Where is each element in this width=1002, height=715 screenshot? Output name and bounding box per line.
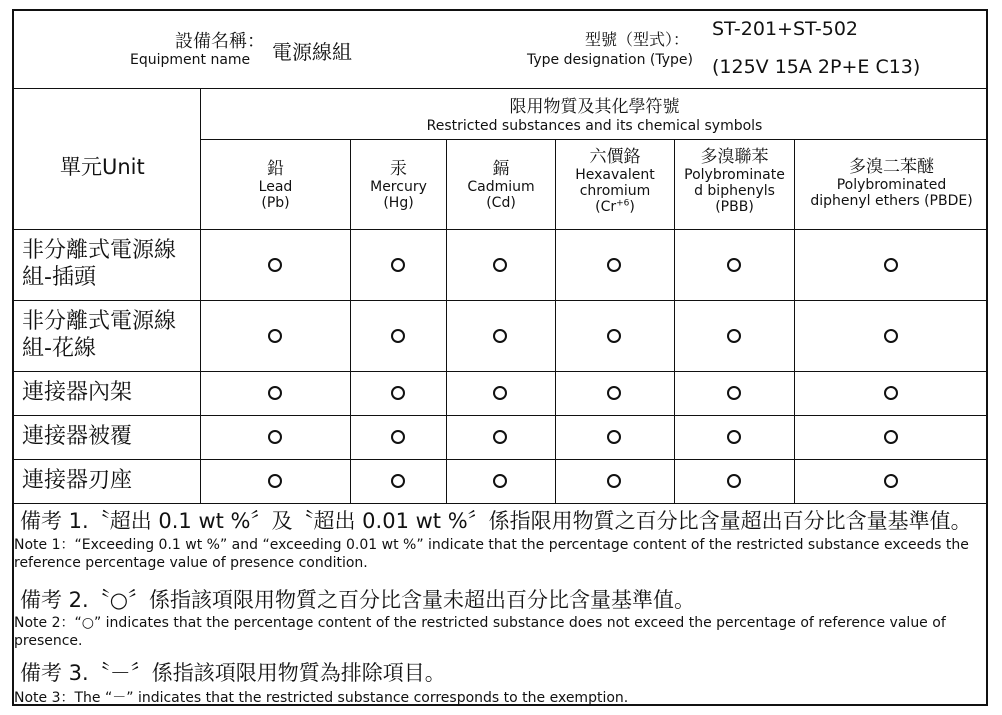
column-en: Polybrominate	[684, 167, 785, 183]
circle-mark	[727, 474, 741, 488]
column-en: Mercury	[370, 179, 427, 195]
type-label-en: Type designation (Type)	[527, 52, 693, 68]
circle-mark	[493, 386, 507, 400]
equipment-value: 電源線組	[272, 40, 352, 64]
column-symbol: (PBB)	[715, 199, 754, 215]
circle-mark	[727, 329, 741, 343]
equipment-label-zh: 設備名稱：	[175, 31, 265, 52]
circle-mark	[268, 430, 282, 444]
note-2-zh: 備考 2.〝○〞係指該項限用物質之百分比含量未超出百分比含量基準值。	[20, 588, 696, 612]
restricted-title-en: Restricted substances and its chemical symbols	[426, 118, 763, 134]
circle-mark	[391, 474, 405, 488]
row-label-cord: 非分離式電源線 組-花線	[22, 309, 177, 361]
column-en: Cadmium	[467, 179, 535, 195]
column-zh: 鎘	[492, 159, 510, 179]
column-symbol: (Hg)	[383, 195, 414, 211]
row-label-connector-blade: 連接器刃座	[22, 468, 133, 493]
circle-mark	[884, 258, 898, 272]
circle-mark	[493, 329, 507, 343]
column-symbol: (Cd)	[486, 195, 516, 211]
circle-mark	[884, 329, 898, 343]
column-header-hexavalent-chromium	[556, 147, 674, 215]
type-value-line2: (125V 15A 2P+E C13)	[712, 56, 921, 78]
column-header-lead	[201, 159, 350, 211]
column-zh: 多溴二苯醚	[849, 157, 934, 177]
column-zh: 六價鉻	[589, 147, 641, 167]
circle-mark	[268, 329, 282, 343]
circle-mark	[493, 258, 507, 272]
circle-mark	[268, 258, 282, 272]
circle-mark	[391, 329, 405, 343]
row-label-connector-cover: 連接器被覆	[22, 424, 133, 449]
column-en: Lead	[258, 179, 293, 195]
circle-mark	[268, 386, 282, 400]
circle-mark	[493, 474, 507, 488]
column-en2: diphenyl ethers (PBDE)	[810, 193, 973, 209]
circle-mark	[607, 329, 621, 343]
note-1-en: Note 1：“Exceeding 0.1 wt %” and “exceeding 0.01 wt %” indicate that the percentage content of the restricted substance exceeds the reference percentage value of presence condition.	[14, 537, 969, 571]
note-3-en: Note 3：The “－” indicates that the restricted substance corresponds to the exemption.	[14, 690, 629, 706]
circle-mark	[727, 386, 741, 400]
circle-mark	[607, 474, 621, 488]
circle-mark	[884, 430, 898, 444]
circle-mark	[607, 258, 621, 272]
circle-mark	[727, 430, 741, 444]
column-zh: 汞	[390, 159, 407, 179]
type-label-zh: 型號（型式）：	[585, 30, 690, 49]
column-en2: chromium	[579, 183, 651, 199]
column-en: Polybrominated	[836, 177, 947, 193]
circle-mark	[607, 430, 621, 444]
circle-mark	[391, 386, 405, 400]
column-en: Hexavalent	[575, 167, 655, 183]
type-value-line1: ST-201+ST-502	[712, 18, 859, 40]
circle-mark	[607, 386, 621, 400]
column-en2: d biphenyls	[694, 183, 775, 199]
row-label-connector-inner: 連接器內架	[22, 380, 133, 405]
circle-mark	[884, 386, 898, 400]
note-3-zh: 備考 3.〝－〞係指該項限用物質為排除項目。	[20, 661, 446, 685]
column-header-pbb	[675, 147, 794, 215]
circle-mark	[391, 430, 405, 444]
circle-mark	[727, 258, 741, 272]
circle-mark	[391, 258, 405, 272]
column-zh: 多溴聯苯	[700, 147, 769, 167]
column-header-pbde	[795, 157, 988, 209]
column-header-cadmium	[447, 159, 555, 211]
unit-header: 單元Unit	[60, 155, 145, 179]
column-symbol: $(Cr^{+6})$	[595, 198, 635, 215]
restricted-title-zh: 限用物質及其化學符號	[509, 97, 680, 117]
row-label-plug: 非分離式電源線 組-插頭	[22, 238, 177, 290]
column-symbol: (Pb)	[261, 195, 290, 211]
circle-mark	[493, 430, 507, 444]
note-2-en: Note 2：“○” indicates that the percentage content of the restricted substance does not exceed the percentage of reference value of presence.	[14, 615, 946, 649]
column-header-mercury	[351, 159, 446, 211]
circle-mark	[884, 474, 898, 488]
circle-mark	[268, 474, 282, 488]
note-1-zh: 備考 1.〝超出 0.1 wt %〞及〝超出 0.01 wt %〞係指限用物質之百分比含量超出百分比含量基準值。	[20, 509, 972, 533]
column-zh: 鉛	[267, 159, 284, 179]
equipment-label-en: Equipment name	[130, 52, 251, 68]
